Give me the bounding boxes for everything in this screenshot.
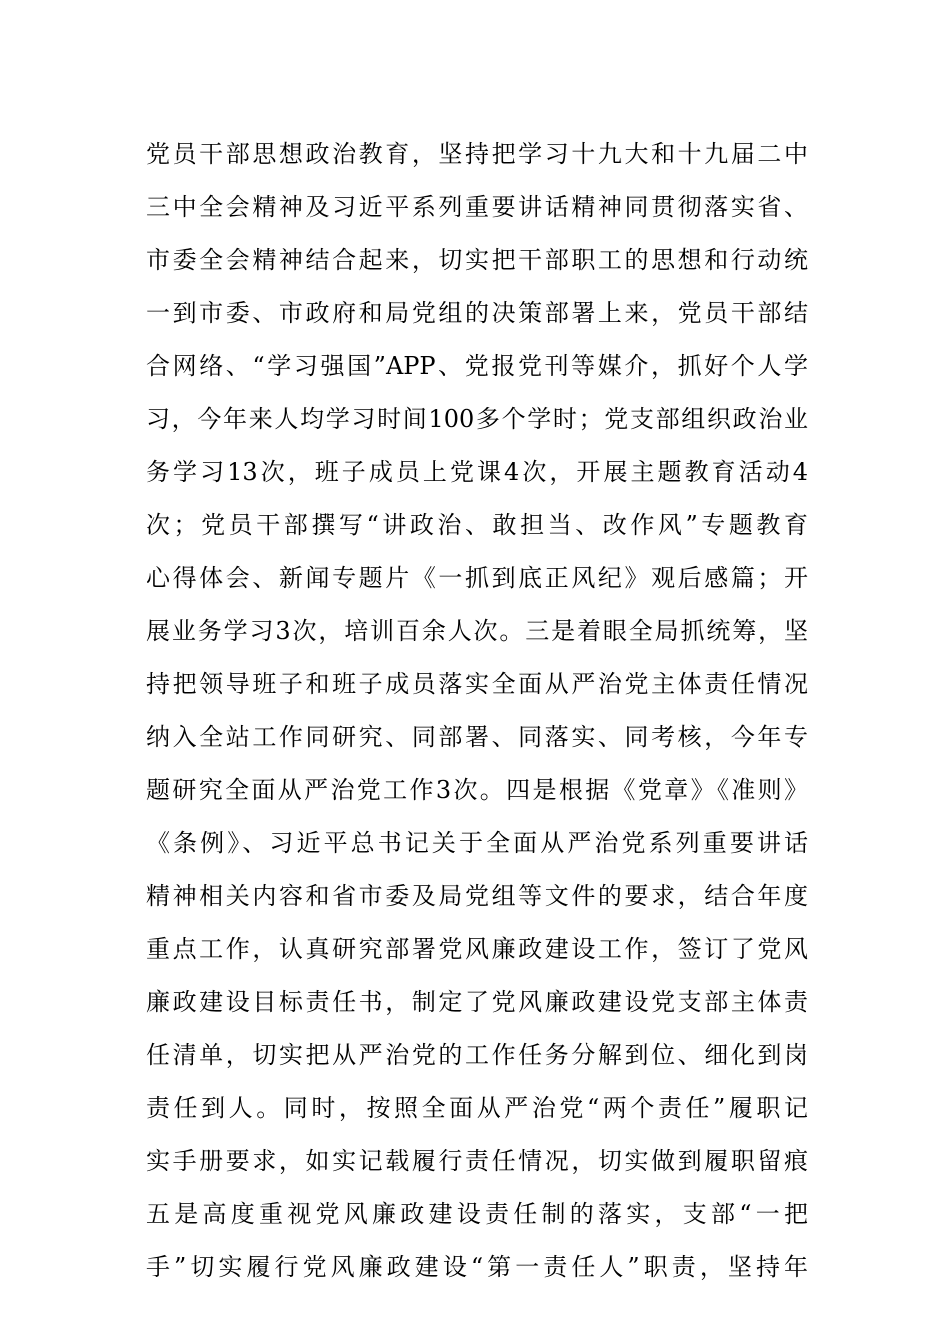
text-line-14: 《条例》、习近平总书记关于全面从严治党系列重要讲话 xyxy=(146,829,808,857)
text-line-4: 一到市委、市政府和局党组的决策部署上来，党员干部结 xyxy=(146,299,808,327)
text-line-22: 手”切实履行党风廉政建设“第一责任人”职责，坚持年 xyxy=(146,1253,808,1281)
text-line-20: 实手册要求，如实记载履行责任情况，切实做到履职留痕 xyxy=(146,1147,808,1175)
text-line-10: 展业务学习3次，培训百余人次。三是着眼全局抓统筹，坚 xyxy=(146,617,808,645)
text-line-12: 纳入全站工作同研究、同部署、同落实、同考核，今年专 xyxy=(146,723,808,751)
text-line-2: 三中全会精神及习近平系列重要讲话精神同贯彻落实省、 xyxy=(146,193,808,221)
text-line-21: 五是高度重视党风廉政建设责任制的落实，支部“一把 xyxy=(146,1200,808,1228)
text-line-17: 廉政建设目标责任书，制定了党风廉政建设党支部主体责 xyxy=(146,988,808,1016)
text-line-16: 重点工作，认真研究部署党风廉政建设工作，签订了党风 xyxy=(146,935,808,963)
text-line-3: 市委全会精神结合起来，切实把干部职工的思想和行动统 xyxy=(146,246,808,274)
text-line-19: 责任到人。同时，按照全面从严治党“两个责任”履职记 xyxy=(146,1094,808,1122)
text-line-8: 次；党员干部撰写“讲政治、敢担当、改作风”专题教育 xyxy=(146,511,808,539)
text-line-18: 任清单，切实把从严治党的工作任务分解到位、细化到岗 xyxy=(146,1041,808,1069)
text-line-6: 习，今年来人均学习时间100多个学时；党支部组织政治业 xyxy=(146,405,808,433)
text-line-1: 党员干部思想政治教育，坚持把学习十九大和十九届二中 xyxy=(146,140,808,168)
text-line-15: 精神相关内容和省市委及局党组等文件的要求，结合年度 xyxy=(146,882,808,910)
text-line-7: 务学习13次，班子成员上党课4次，开展主题教育活动4 xyxy=(146,458,808,486)
text-line-9: 心得体会、新闻专题片《一抓到底正风纪》观后感篇；开 xyxy=(146,564,808,592)
text-line-5: 合网络、“学习强国”APP、党报党刊等媒介，抓好个人学 xyxy=(146,352,808,380)
body-text xyxy=(146,128,808,1294)
text-line-13: 题研究全面从严治党工作3次。四是根据《党章》《准则》 xyxy=(146,776,808,804)
text-line-11: 持把领导班子和班子成员落实全面从严治党主体责任情况 xyxy=(146,670,808,698)
